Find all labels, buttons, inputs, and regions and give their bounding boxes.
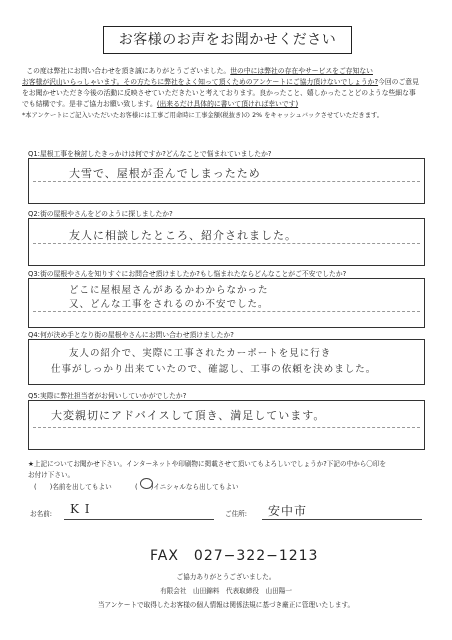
q3-answer-box[interactable]	[28, 278, 425, 328]
q5-answer-box[interactable]	[28, 400, 425, 450]
q2-answer-box[interactable]	[28, 218, 425, 266]
fax-number: FAX 027−322−1213	[150, 548, 319, 564]
q2-answer-line-1: 友人に相談したところ、紹介されました。	[69, 229, 297, 242]
address-label: ご住所:	[225, 510, 248, 518]
cashback-note: *本アンケートにご記入いただいたお客様には工事ご用命時に工事金額(税抜き)の 2% をキャッシュバックさせていただきます。	[22, 112, 384, 119]
consent-text-2: お付け下さい。	[28, 471, 75, 479]
company-text: 有限会社 山田錦料 代表取締役 山田陽一	[160, 587, 292, 595]
q5-label: Q5:実際に弊社担当者がお伺いしていかがでしたか?	[28, 392, 187, 400]
consent-option-initial[interactable]: ( )イニシャルなら出してもよい	[135, 483, 239, 491]
q5-answer-line-1: 大変親切にアドバイスして頂き、満足しています。	[51, 409, 326, 422]
intro-line-4a: でも結構です。是非ご協力お願い致します。	[22, 100, 157, 108]
consent-option-name[interactable]: ( )名前を出してもよい	[34, 483, 112, 491]
intro-line-2c: 今回のご意見	[378, 78, 419, 86]
divider	[33, 427, 420, 428]
q1-answer-line-1: 大雪で、屋根が歪んでしまったため	[69, 167, 261, 180]
privacy-text: 当アンケートで取得したお客様の個人情報は関係法規に基づき厳正に管理いたします。	[97, 601, 355, 609]
q3-answer-line-1: どこに屋根屋さんがあるかわからなかった	[69, 285, 269, 296]
intro-line-1b: 世の中には弊社の存在やサービスをご存知ない	[230, 67, 373, 75]
page-title: お客様のお声をお聞かせください	[103, 26, 352, 54]
q4-answer-line-2: 仕事がしっかり出来ていたので、確認し、工事の依頼を決めました。	[51, 364, 377, 375]
q3-answer-line-2: 又、どんな工事をされるのか不安でした。	[69, 299, 269, 310]
divider	[33, 243, 420, 244]
divider	[33, 311, 420, 312]
intro-line-2a: お客様	[22, 78, 43, 86]
intro-line-1a: この度は弊社にお問い合わせを頂き誠にありがとうございました。	[26, 67, 231, 75]
q4-answer-line-1: 友人の紹介で、実際に工事されたカーポートを見に行き	[69, 348, 332, 359]
address-underline	[262, 519, 422, 520]
address-value[interactable]: 安中市	[268, 504, 308, 518]
name-label: お名前:	[30, 510, 53, 518]
intro-text	[22, 66, 430, 121]
name-value[interactable]: K I	[70, 502, 91, 516]
intro-line-3: をお聞かせいただき今後の活動に反映させていただきたいと考えております。良かったこと、嬉しかったことどのような些細な事	[22, 89, 416, 97]
q4-label: Q4:何が決め手となり街の屋根やさんにお問い合わせ頂けましたか?	[28, 331, 234, 339]
thanks-text: ご協力ありがとうございました。	[176, 573, 276, 581]
consent-text-1: ★上記についてお聞かせ下さい。インターネットや印刷物に掲載させて頂いてもよろしいでしょうか?下記の中から〇印を	[28, 460, 387, 468]
q1-label: Q1:屋根工事を検討したきっかけは何ですか?どんなことで悩まれていましたか?	[28, 150, 272, 158]
name-underline	[64, 519, 214, 520]
q4-answer-box[interactable]	[28, 339, 425, 385]
intro-line-4b: (出来るだけ具体的に書いて頂ければ幸いです)	[156, 100, 299, 108]
q1-answer-box[interactable]	[28, 158, 425, 204]
divider	[33, 181, 420, 182]
q3-label: Q3:街の屋根やさんを知りすぐにお問合せ頂けましたか?もし悩まれたならどんなことがご不安でしたか?	[28, 270, 347, 278]
intro-line-2b: が沢山いらっしゃいます。その方たちに弊社をよく知って頂くためのアンケートにご協力頂けないでしょうか?	[42, 78, 379, 86]
q2-label: Q2:街の屋根やさんをどのように探しましたか?	[28, 210, 173, 218]
